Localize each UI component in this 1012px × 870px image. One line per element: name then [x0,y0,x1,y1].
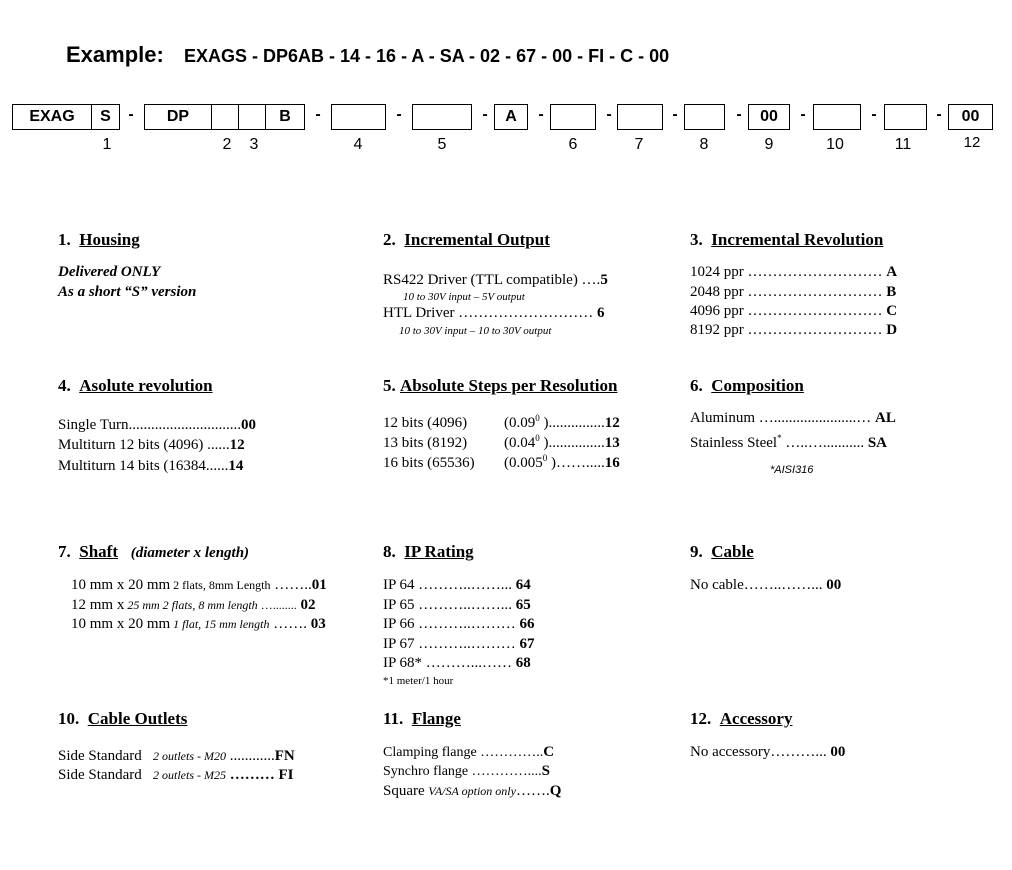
code-dash: - [800,106,806,123]
option-note: 10 to 30V input – 5V output [403,291,525,303]
code-dash: - [482,106,488,123]
section-accessory-title: 12. Accessory [690,709,793,728]
code-box-9: 00 [748,104,790,130]
code-dash: - [606,106,612,123]
code-dash: - [736,106,742,123]
position-number-5: 5 [437,136,447,153]
option-square-flange: Square VA/SA option only…….Q [383,783,562,799]
option-ip64: IP 64 ………..……... 64 [383,577,531,593]
position-number-1: 1 [102,136,112,153]
section-shaft-title: 7. Shaft (diameter x length) [58,542,250,561]
option-fi: Side Standard 2 outlets - M25 ……… FI [58,767,294,783]
position-number-6: 6 [568,136,578,153]
example-label: Example: [66,42,164,67]
code-box-7 [617,104,663,130]
code-dash: - [538,106,544,123]
option-1024: 1024 ppr ……………………… A [690,264,898,280]
code-box-3 [238,104,266,130]
option-no-cable: No cable……..……... 00 [690,577,842,593]
code-box-dp: DP [144,104,212,130]
code-box-s: S [92,104,120,130]
option-htl: HTL Driver ……………………… 6 [383,305,605,321]
option-16-bits: 16 bits (65536) (0.005$^0$ )…….....16 [383,453,620,471]
option-12-bits: 12 bits (4096) (0.09$^0$ )...............12 [383,413,620,431]
option-13-bits: 13 bits (8192) (0.04$^0$ )...............13 [383,433,620,451]
option-fn: Side Standard 2 outlets - M20 ............FN [58,748,295,764]
section-composition-title: 6. Composition [690,376,804,395]
code-dash: - [936,106,942,123]
housing-line: Delivered ONLY [58,264,161,280]
option-note: 10 to 30V input – 10 to 30V output [399,325,552,337]
code-box-5 [412,104,472,130]
option-multiturn-14: Multiturn 14 bits (16384......14 [58,458,244,474]
section-housing-title: 1. Housing [58,230,140,249]
option-8192: 8192 ppr ……………………… D [690,322,898,338]
option-shaft-03: 10 mm x 20 mm 1 flat, 15 mm length ……. 03 [71,616,326,632]
position-number-9: 9 [764,136,774,153]
option-shaft-01: 10 mm x 20 mm 2 flats, 8mm Length ……..01 [71,577,327,593]
section-absolute-steps-title: 5. Absolute Steps per Resolution [383,376,618,395]
code-dash: - [871,106,877,123]
code-box-10 [813,104,861,130]
ip-footnote: *1 meter/1 hour [383,675,454,687]
section-flange-title: 11. Flange [383,709,461,728]
section-incremental-revolution-title: 3. Incremental Revolution [690,230,884,249]
section-cable-outlets-title: 10. Cable Outlets [58,709,188,728]
section-cable-title: 9. Cable [690,542,754,561]
example-code: EXAGS - DP6AB - 14 - 16 - A - SA - 02 - 67 - 00 - FI - C - 00 [184,46,670,66]
option-2048: 2048 ppr ……………………… B [690,284,897,300]
option-multiturn-12: Multiturn 12 bits (4096) ......12 [58,437,245,453]
code-dash: - [672,106,678,123]
code-box-4 [331,104,386,130]
option-stainless-steel: Stainless Steel* …..…........... SA [690,433,888,451]
position-number-10: 10 [826,136,844,153]
option-ip65: IP 65 ………..……... 65 [383,597,531,613]
option-single-turn: Single Turn..............................00 [58,417,256,433]
option-synchro-flange: Synchro flange …………....S [383,763,550,779]
option-aluminum: Aluminum …......................… AL [690,410,896,426]
code-dash: - [396,106,402,123]
code-box-11 [884,104,927,130]
option-ip68: IP 68* ………...…… 68 [383,655,531,671]
option-rs422: RS422 Driver (TTL compatible) ….5 [383,272,608,288]
code-box-12: 00 [948,104,993,130]
code-dash: - [128,106,134,123]
position-number-3: 3 [249,136,259,153]
section-ip-rating-title: 8. IP Rating [383,542,474,561]
code-box-a: A [494,104,528,130]
option-clamping-flange: Clamping flange …………..C [383,744,555,760]
option-4096: 4096 ppr ……………………… C [690,303,898,319]
code-box-b: B [265,104,305,130]
option-shaft-02: 12 mm x 25 mm 2 flats, 8 mm length …........ 02 [71,597,316,613]
code-box-8 [684,104,725,130]
option-ip66: IP 66 ………..……… 66 [383,616,535,632]
composition-footnote: *AISI316 [770,464,814,476]
option-ip67: IP 67 ………..……… 67 [383,636,535,652]
code-dash: - [315,106,321,123]
option-no-accessory: No accessory………... 00 [690,744,846,760]
section-incremental-output-title: 2. Incremental Output [383,230,550,249]
position-number-11: 11 [894,136,912,153]
section-absolute-revolution-title: 4. Asolute revolution [58,376,213,395]
position-number-4: 4 [353,136,363,153]
position-number-2: 2 [222,136,232,153]
position-number-7: 7 [634,136,644,153]
housing-line: As a short “S” version [58,284,197,300]
position-number-8: 8 [699,136,709,153]
code-box-2 [211,104,239,130]
code-box-exag: EXAG [12,104,92,130]
position-number-12: 12 [963,134,981,151]
code-box-6 [550,104,596,130]
